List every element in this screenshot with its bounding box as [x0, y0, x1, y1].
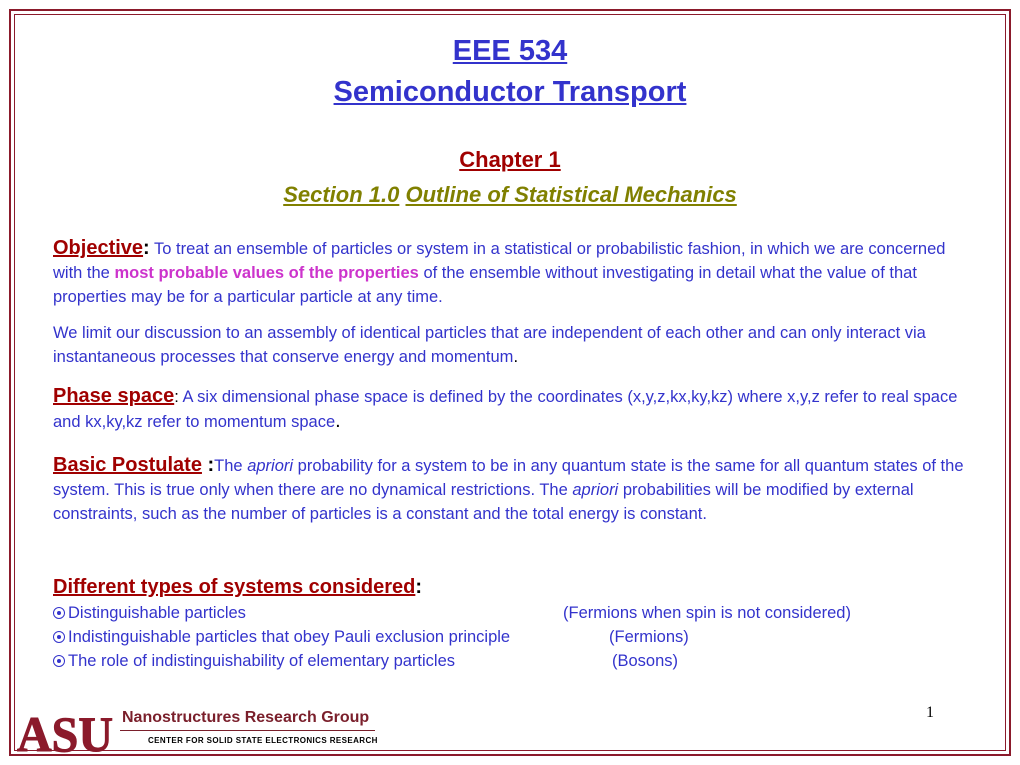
svg-text:ASU: ASU	[17, 711, 113, 755]
section-number: Section 1.0	[283, 182, 400, 207]
bullet-icon	[53, 655, 65, 667]
section-heading	[0, 182, 1020, 208]
objective-heading: Objective	[53, 237, 144, 259]
course-title: EEE 534	[452, 35, 568, 67]
asu-logo	[16, 711, 114, 755]
course-subject: Semiconductor Transport	[333, 76, 687, 108]
postulate-heading: Basic Postulate	[53, 454, 202, 476]
bullet-icon	[53, 607, 65, 619]
chapter-heading: Chapter 1	[459, 147, 561, 172]
systems-heading: Different types of systems considered	[53, 576, 416, 598]
objective-paragraph: Objective: To treat an ensemble of particles or system in a statistical or probabilistic fashion, in which we are concerned with the most probable values of the properties of the ensemble without investigating in detail what the value of that properties may be for a particular particle at any time.	[53, 237, 946, 306]
list-item: Distinguishable particles (Fermions when spin is not considered)	[53, 601, 246, 625]
section-name: Outline of Statistical Mechanics	[405, 182, 737, 207]
systems-heading-line: Different types of systems considered:	[53, 576, 423, 598]
list-item: The role of indistinguishability of elementary particles (Bosons)	[53, 649, 455, 673]
limit-paragraph: We limit our discussion to an assembly of identical particles that are independent of each other and can only interact via instantaneous processes that conserve energy and momentum.	[53, 324, 926, 366]
page-number: 1	[926, 704, 934, 721]
center-name: CENTER FOR SOLID STATE ELECTRONICS RESEARCH	[148, 736, 378, 745]
list-item: Indistinguishable particles that obey Pauli exclusion principle (Fermions)	[53, 625, 510, 649]
footer-divider	[120, 730, 375, 731]
bullet-icon	[53, 631, 65, 643]
objective-highlight: most probable values of the properties	[114, 264, 419, 282]
group-name: Nanostructures Research Group	[122, 709, 370, 726]
phase-space-paragraph: Phase space: A six dimensional phase space is defined by the coordinates (x,y,z,kx,ky,kz) where x,y,z refer to real space and kx,ky,kz refer to momentum space.	[53, 385, 958, 432]
phase-space-heading: Phase space	[53, 385, 175, 407]
postulate-paragraph: Basic Postulate :The apriori probability for a system to be in any quantum state is the same for all quantum states of the system. This is true only when there are no dynamical restrictions. The apriori probabilities will be modified by external constraints, such as the number of particles is a constant and the total energy is constant.	[53, 454, 964, 523]
